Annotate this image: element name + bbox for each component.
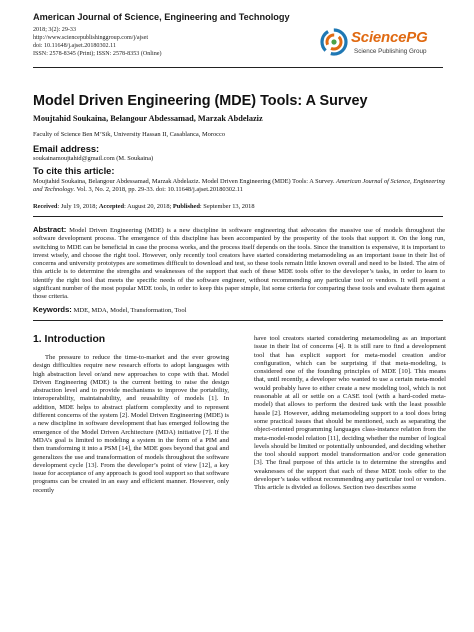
published-date: : September 13, 2018 [199, 203, 255, 210]
paper-title: Model Driven Engineering (MDE) Tools: A Survey [33, 93, 368, 109]
abstract-label: Abstract: [33, 225, 67, 234]
keywords-label: Keywords: [33, 305, 72, 314]
citation-details: . Vol. 3, No. 2, 2018, pp. 29-33. doi: 10.11648/j.ajset.20180302.11 [73, 186, 243, 194]
citation-text [33, 178, 445, 195]
journal-url[interactable]: http://www.sciencepublishinggroup.com/j/ajset [33, 35, 149, 41]
abstract-text: Model Driven Engineering (MDE) is a new discipline in software engineering that advocates the massive use of models throughout the software development process. The emergence of this discipline has been accompanied by the prosperity of the tools that support it. On the long run, switching to MDE can be beneficial in case the process works, and the process itself depends on the tools. Since the transition is expensive, it is important to invest wisely, and choose the right tool. However, only recently tool creators have started considering metamodeling as an important issue in their list of concerns and university prototypes are sometimes difficult to download and test, so these tools remain little known overall and need to be listed. The aim of this article is to determine the strengths and weaknesses of the support that each of these MDE tools offer to the developer’s tasks, in order to learn to identify the right tool that meets the specific needs of the software engineer, without recommending any particular tool or vendors. It will present a significant number of the most popular MDE tools, in order to keep this paper simple, list some criteria for comparing these tools and evaluate them against those criteria. [33, 227, 445, 300]
citation-authors-title: Moujtahid Soukaina, Belangour Abdessamad, Marzak Abdelaziz. Model Driven Engineering (MDE) Tools: A Survey. [33, 178, 337, 185]
body-column-right [254, 335, 446, 493]
publisher-logo-name: SciencePG [351, 29, 428, 46]
received-label: Received [33, 203, 58, 210]
accepted-date: : August 20, 2018; [124, 203, 173, 210]
keywords [33, 305, 186, 314]
article-dates [33, 203, 255, 210]
sciencepg-logo-icon [320, 28, 348, 56]
journal-issn: ISSN: 2578-8345 (Print); ISSN: 2578-8353 (Online) [33, 51, 162, 57]
body-column-left [33, 354, 229, 495]
citation-journal: American Journal of Science, Engineering and Technology [33, 178, 445, 194]
publisher-logo-subtitle: Science Publishing Group [354, 48, 427, 55]
cite-heading: To cite this article: [33, 166, 115, 176]
section-heading-introduction: 1. Introduction [33, 334, 106, 345]
intro-paragraph: The pressure to reduce the time-to-market and the ever growing design difficulties require new research efforts to adopt languages with high abstraction level or/and new approaches to cope with that. Model Driven Engineering (MDE) is the current betting to raise the design abstraction level and to provide mechanisms to improve the portability, interoperability, maintainability, and reusability of models [1]. In addition, MDE helps to abstract platform complexity and to represent different concerns of the system [2]. Model Driven Engineering (MDE) is a new discipline in software development that has emerged following the emergence of the Model Driven Architecture (MDA) initiative [7]. If the MDA’s goal is limited to modeling a system in the form of a PIM and then transforming it into a PSM [14], the MDE goes beyond that goal and generalizes the use and transformation of models throughout the software development cycle [13]. From the developer’s point of view [12], a key issue for acceptance of any approach is good tool support so that software programs can be created in an easy and efficient manner. However, only recently [33, 354, 229, 494]
paper-authors: Moujtahid Soukaina, Belangour Abdessamad, Marzak Abdelaziz [33, 114, 263, 123]
email-heading: Email address: [33, 144, 100, 154]
published-label: Published [172, 203, 200, 210]
intro-paragraph-continued: have tool creators started considering metamodeling as an important issue in their list of concerns [4]. It is still rare to find a development tool that has explicit support for meta-model creation and/or configuration, which can be surprising if that meta-modeling, is considered one of the founding principles of MDE [10]. This means that, until recently, a developer who wanted to use a certain meta-model would probably have to either create a new modeling tool, which is not reasonable at all or settle on a CASE tool (with a hard-coded meta-model) that allows to perform the desired task with the least possible hassle [2]. However, adding metamodeling support to a tool does bring some practical issues that should be mentioned, such as separating the object-oriented programming languages class-instance relation from the meta-model-model relation [11], deciding whether the number of logical levels should be limited or potentially unbounded, and deciding whether the tool should support model transformation and/or code generation [3]. The final purpose of this article is to determine the strengths and weaknesses of the support that each of these MDE tools offer to the developer’s tasks without recommending any particular tool or vendors. This article is divided as follows. Section two describes some [254, 335, 446, 492]
abstract [33, 226, 445, 301]
publisher-logo [320, 26, 450, 62]
header-divider [33, 67, 443, 68]
journal-volume: 2018; 3(2): 29-33 [33, 27, 76, 33]
journal-title: American Journal of Science, Engineering and Technology [33, 12, 290, 22]
accepted-label: Accepted [98, 203, 125, 210]
keywords-bottom-divider [33, 320, 443, 321]
keywords-text: MDE, MDA, Model, Transformation, Tool [71, 307, 187, 314]
paper-affiliation: Faculty of Science Ben M’Sik, University Hassan II, Casablanca, Morocco [33, 131, 226, 138]
journal-doi: doi: 10.11648/j.ajset.20180302.11 [33, 43, 116, 49]
email-address[interactable]: soukainamoujtahid@gmail.com (M. Soukaina) [33, 155, 154, 162]
received-date: : July 19, 2018; [57, 203, 99, 210]
abstract-top-divider [33, 216, 443, 217]
